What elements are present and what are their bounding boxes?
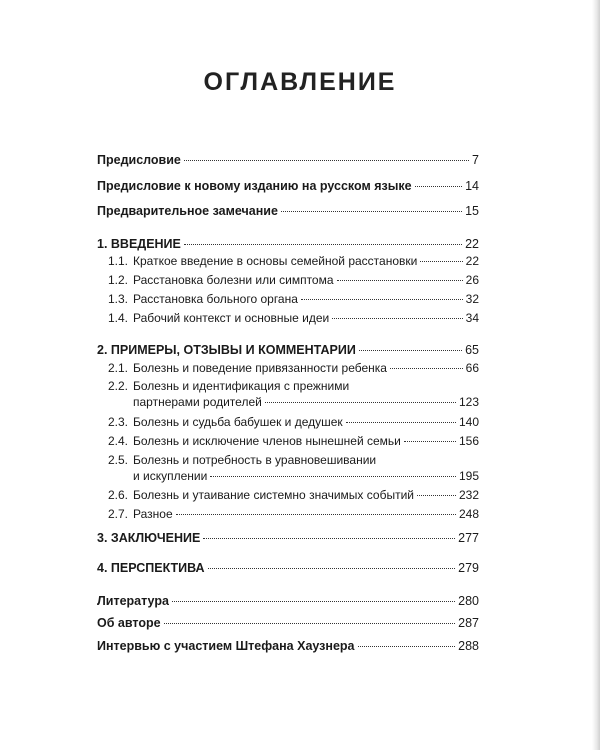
dot-leader [390, 368, 463, 369]
toc-section-2-3[interactable] [108, 414, 479, 430]
toc-section-title: Разное [133, 507, 173, 521]
dot-leader [417, 495, 456, 496]
toc-page-number: 32 [465, 292, 479, 306]
toc-page-number: 22 [465, 254, 479, 268]
dot-leader [164, 623, 456, 624]
toc-page-number: 232 [458, 488, 479, 502]
toc-entry-literature[interactable] [97, 593, 479, 609]
dot-leader [301, 299, 463, 300]
toc-section-number: 2.4. [108, 434, 129, 448]
toc-page-number: 279 [458, 561, 479, 575]
toc-page-number: 140 [458, 415, 479, 429]
toc-entry-about-author[interactable] [97, 615, 479, 631]
toc-section-number: 1.4. [108, 311, 129, 325]
toc-entry-title: Предварительное замечание [97, 204, 278, 218]
toc-page-number: 14 [465, 179, 479, 193]
toc-chapter-title: 3. ЗАКЛЮЧЕНИЕ [97, 531, 201, 545]
toc-page-number: 288 [458, 639, 479, 653]
toc-chapter-title: 4. ПЕРСПЕКТИВА [97, 561, 205, 575]
page-edge-shadow [592, 0, 600, 750]
toc-section-1-2[interactable] [108, 272, 479, 288]
dot-leader [265, 402, 456, 403]
toc-section-title: Болезнь и идентификация с прежними [133, 379, 350, 393]
toc-chapter-4[interactable] [97, 560, 479, 576]
toc-section-number: 2.2. [108, 379, 129, 393]
toc-entry-title: Об авторе [97, 616, 161, 630]
dot-leader [358, 646, 456, 647]
toc-entry-title: Предисловие к новому изданию на русском языке [97, 179, 412, 193]
toc-page-number: 65 [465, 343, 479, 357]
toc-chapter-1[interactable] [97, 236, 479, 252]
toc-section-2-7[interactable] [108, 506, 479, 522]
dot-leader [172, 601, 455, 602]
toc-section-number: 2.3. [108, 415, 129, 429]
toc-page-number: 277 [458, 531, 479, 545]
toc-section-2-5[interactable] [108, 452, 479, 484]
toc-section-title: Болезнь и утаивание системно значимых событий [133, 488, 414, 502]
dot-leader [415, 186, 463, 187]
toc-page-number: 34 [465, 311, 479, 325]
toc-entry-title: Предисловие [97, 153, 181, 167]
toc-chapter-title: 2. ПРИМЕРЫ, ОТЗЫВЫ И КОММЕНТАРИИ [97, 343, 356, 357]
toc-entry-preliminary-note[interactable] [97, 203, 479, 219]
dot-leader [281, 211, 462, 212]
toc-section-1-1[interactable] [108, 253, 479, 269]
toc-section-2-6[interactable] [108, 487, 479, 503]
toc-page-number: 15 [465, 204, 479, 218]
toc-section-number: 2.1. [108, 361, 129, 375]
toc-section-title-continued: и искуплении [133, 469, 208, 483]
toc-section-1-3[interactable] [108, 291, 479, 307]
toc-chapter-title: 1. ВВЕДЕНИЕ [97, 237, 181, 251]
toc-entry-preface-russian[interactable] [97, 178, 479, 194]
toc-entry-preface[interactable] [97, 152, 479, 168]
toc-section-title: Болезнь и судьба бабушек и дедушек [133, 415, 343, 429]
toc-page-number: 123 [458, 395, 479, 409]
dot-leader [210, 476, 456, 477]
toc-page-number: 248 [458, 507, 479, 521]
toc-section-title: Рабочий контекст и основные идеи [133, 311, 330, 325]
dot-leader [208, 568, 456, 569]
toc-entry-interview[interactable] [97, 638, 479, 654]
toc-page-number: 287 [458, 616, 479, 630]
toc-chapter-3[interactable] [97, 530, 479, 546]
toc-section-number: 2.6. [108, 488, 129, 502]
toc-page-number: 195 [458, 469, 479, 483]
toc-section-title: Болезнь и исключение членов нынешней семьи [133, 434, 401, 448]
toc-section-title: Болезнь и поведение привязанности ребенка [133, 361, 387, 375]
toc-page-number: 156 [458, 434, 479, 448]
toc-page-number: 7 [472, 153, 479, 167]
toc-entry-title: Интервью с участием Штефана Хаузнера [97, 639, 355, 653]
toc-section-title: Расстановка больного органа [133, 292, 298, 306]
dot-leader [404, 441, 456, 442]
toc-section-number: 1.2. [108, 273, 129, 287]
toc-page-number: 26 [465, 273, 479, 287]
dot-leader [337, 280, 463, 281]
toc-section-2-2[interactable] [108, 378, 479, 410]
toc-entry-title: Литература [97, 594, 169, 608]
toc-chapter-2[interactable] [97, 342, 479, 358]
toc-section-number: 2.7. [108, 507, 129, 521]
toc-section-2-1[interactable] [108, 360, 479, 376]
dot-leader [176, 514, 456, 515]
toc-section-number: 1.1. [108, 254, 129, 268]
toc-section-1-4[interactable] [108, 310, 479, 326]
toc-section-title: Болезнь и потребность в уравновешивании [133, 453, 377, 467]
dot-leader [420, 261, 462, 262]
dot-leader [184, 244, 462, 245]
page-title: ОГЛАВЛЕНИЕ [203, 68, 397, 96]
dot-leader [332, 318, 462, 319]
toc-page-number: 280 [458, 594, 479, 608]
toc-section-title-continued: партнерами родителей [133, 395, 262, 409]
toc-section-number: 2.5. [108, 453, 129, 467]
dot-leader [184, 160, 469, 161]
toc-section-2-4[interactable] [108, 433, 479, 449]
toc-page-number: 66 [465, 361, 479, 375]
toc-section-title: Расстановка болезни или симптома [133, 273, 334, 287]
toc-page-number: 22 [465, 237, 479, 251]
toc-section-title: Краткое введение в основы семейной расстановки [133, 254, 418, 268]
toc-section-number: 1.3. [108, 292, 129, 306]
dot-leader [203, 538, 455, 539]
dot-leader [359, 350, 462, 351]
dot-leader [346, 422, 456, 423]
